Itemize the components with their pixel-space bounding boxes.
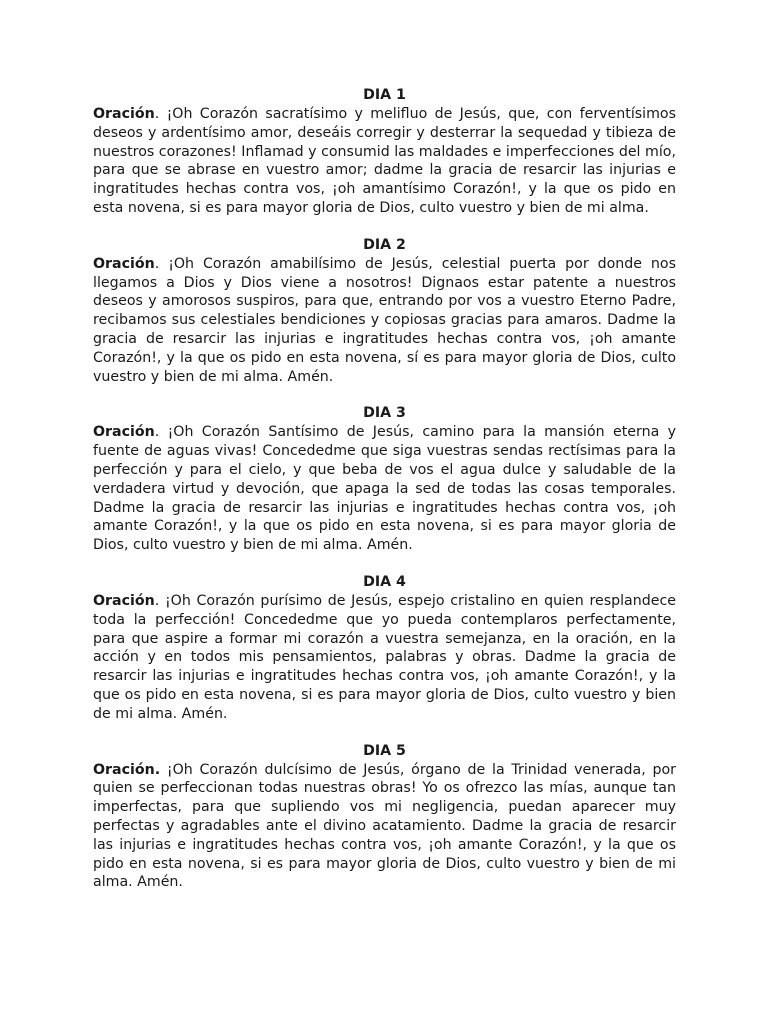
- day-section-5: [93, 742, 676, 893]
- prayer-text: [93, 423, 676, 555]
- day-section-2: [93, 236, 676, 387]
- day-title: DIA 2: [363, 236, 406, 253]
- prayer-text: [93, 255, 676, 387]
- prayer-lead: Oración: [93, 106, 155, 122]
- day-title: DIA 4: [363, 573, 406, 590]
- prayer-body: . ¡Oh Corazón amabilísimo de Jesús, celestial puerta por donde nos llegamos a Dios y Dios viene a nosotros! Dignaos estar patente a nuestros deseos y amorosos suspiros, para que, entrando por vos a vuestro Eterno Padre, recibamos sus celestiales bendiciones y copiosas gracias para amaros. Dadme la gracia de resarcir las injurias e ingratitudes hechas contra vos, ¡oh amante Corazón!, y la que os pido en esta novena, sí es para mayor gloria de Dios, culto vuestro y bien de mi alma. Amén.: [93, 255, 676, 385]
- prayer-lead: Oración: [93, 255, 155, 272]
- prayer-text: [93, 761, 676, 893]
- prayer-body: . ¡Oh Corazón Santísimo de Jesús, camino para la mansión eterna y fuente de aguas vivas! Concededme que siga vuestras sendas rectísimas para la perfección y para el cielo, y que beba de vos el agua dulce y saludable de la verdadera virtud y devoción, que apaga la sed de todas las cosas temporales. Dadme la gracia de resarcir las injurias e ingratitudes hechas contra vos, ¡oh amante Corazón!, y la que os pido en esta novena, si es para mayor gloria de Dios, culto vuestro y bien de mi alma. Amén.: [93, 424, 676, 554]
- day-section-1: [93, 86, 676, 218]
- day-section-4: [93, 573, 676, 724]
- prayer-body: . ¡Oh Corazón purísimo de Jesús, espejo cristalino en quien resplandece toda la perfección! Concededme que yo pueda contemplaros perfectamente, para que aspire a formar mi corazón a vuestra semejanza, en la oración, en la acción y en todos mis pensamientos, palabras y obras. Dadme la gracia de resarcir las injurias e ingratitudes hechas contra vos, ¡oh amante Corazón!, y la que os pido en esta novena, si es para mayor gloria de Dios, culto vuestro y bien de mi alma. Amén.: [93, 592, 676, 722]
- day-title: DIA 5: [363, 742, 406, 759]
- prayer-body: ¡Oh Corazón dulcísimo de Jesús, órgano de la Trinidad venerada, por quien se perfeccionan todas nuestras obras! Yo os ofrezco las mías, aunque tan imperfectas, para que supliendo vos mi negligencia, puedan aparecer muy perfectas y agradables ante el divino acatamiento. Dadme la gracia de resarcir las injurias e ingratitudes hechas contra vos, ¡oh amante Corazón!, y la que os pido en esta novena, si es para mayor gloria de Dios, culto vuestro y bien de mi alma. Amén.: [93, 761, 676, 891]
- day-title: DIA 1: [363, 87, 406, 103]
- prayer-lead: Oración: [93, 424, 155, 441]
- prayer-body: . ¡Oh Corazón sacratísimo y melifluo de Jesús, que, con ferventísimos deseos y ardentísimo amor, deseáis corregir y desterrar la sequedad y tibieza de nuestros corazones! Inflamad y consumid las maldades e imperfecciones del mío, para que se abrase en vuestro amor; dadme la gracia de resarcir las injurias e ingratitudes hechas contra vos, ¡oh amantísimo Corazón!, y la que os pido en esta novena, si es para mayor gloria de Dios, culto vuestro y bien de mi alma.: [93, 106, 676, 216]
- prayer-lead: Oración: [93, 592, 155, 609]
- day-section-3: [93, 404, 676, 555]
- prayer-text: [93, 105, 676, 218]
- day-title: DIA 3: [363, 405, 406, 422]
- prayer-lead: Oración.: [93, 761, 161, 778]
- prayer-text: [93, 592, 676, 724]
